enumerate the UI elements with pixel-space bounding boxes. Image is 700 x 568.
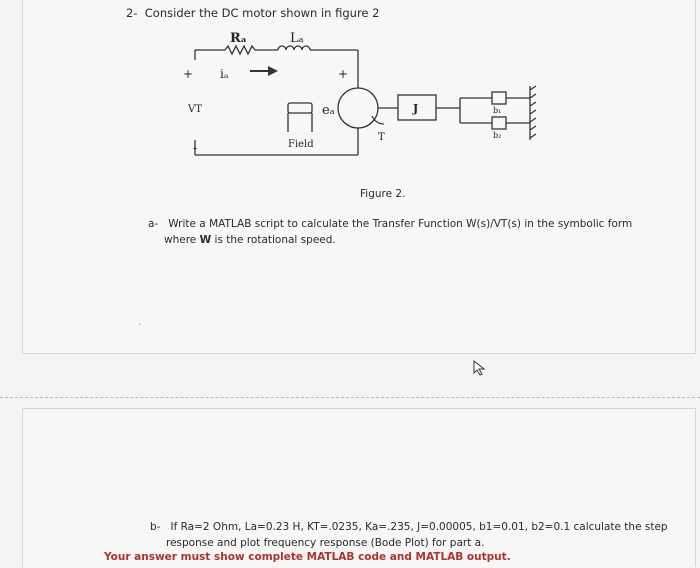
- inductor-coil: [278, 46, 310, 50]
- part-b-marker: b-: [150, 521, 161, 533]
- part-a-line2-bold: W: [199, 234, 212, 246]
- field-label: Field: [288, 139, 314, 150]
- plus-left: +: [183, 67, 194, 81]
- damper1-box: [492, 92, 506, 104]
- motor-circle: [338, 88, 378, 128]
- stray-mark: ·: [138, 320, 142, 331]
- part-a-line2-pre: where: [164, 234, 200, 246]
- inertia-label: J: [413, 102, 419, 115]
- plus-motor: +: [338, 67, 349, 81]
- resistor-label: Rₐ: [230, 31, 247, 46]
- current-arrow: [250, 66, 278, 76]
- part-a-line1: Write a MATLAB script to calculate the Transfer Function W(s)/VT(s) in the symbolic form: [168, 218, 633, 230]
- figure-caption: Figure 2.: [360, 188, 406, 200]
- requirement-note: Your answer must show complete MATLAB code and MATLAB output.: [104, 551, 511, 563]
- voltage-label: VT: [188, 104, 202, 115]
- torque-label: T: [378, 132, 385, 143]
- part-b: [150, 519, 668, 551]
- field-winding: [288, 103, 312, 113]
- damper2-label: b₂: [493, 131, 502, 140]
- current-label: iₐ: [220, 67, 229, 81]
- ground-hatch: [530, 86, 536, 138]
- back-emf-label: eₐ: [322, 103, 335, 118]
- mouse-cursor-icon: [473, 360, 487, 376]
- part-a-line2-post: is the rotational speed.: [211, 234, 336, 246]
- part-b-line1: If Ra=2 Ohm, La=0.23 H, KT=.0235, Ka=.235, J=0.00005, b1=0.01, b2=0.1 calculate the step: [170, 521, 668, 533]
- question-number: 2-: [126, 6, 138, 20]
- dc-motor-diagram: [170, 28, 550, 168]
- minus-left: -: [193, 141, 198, 155]
- resistor-zigzag: [225, 46, 255, 54]
- damper2-box: [492, 117, 506, 129]
- inductor-label: Lₐ: [290, 31, 304, 46]
- question-text: Consider the DC motor shown in figure 2: [144, 6, 380, 20]
- part-a-marker: a-: [148, 218, 159, 230]
- question-title: [126, 6, 379, 20]
- dashed-divider: [0, 397, 700, 398]
- part-b-line2: response and plot frequency response (Bode Plot) for part a.: [166, 537, 485, 549]
- damper1-label: b₁: [493, 106, 502, 115]
- part-a: [148, 216, 632, 248]
